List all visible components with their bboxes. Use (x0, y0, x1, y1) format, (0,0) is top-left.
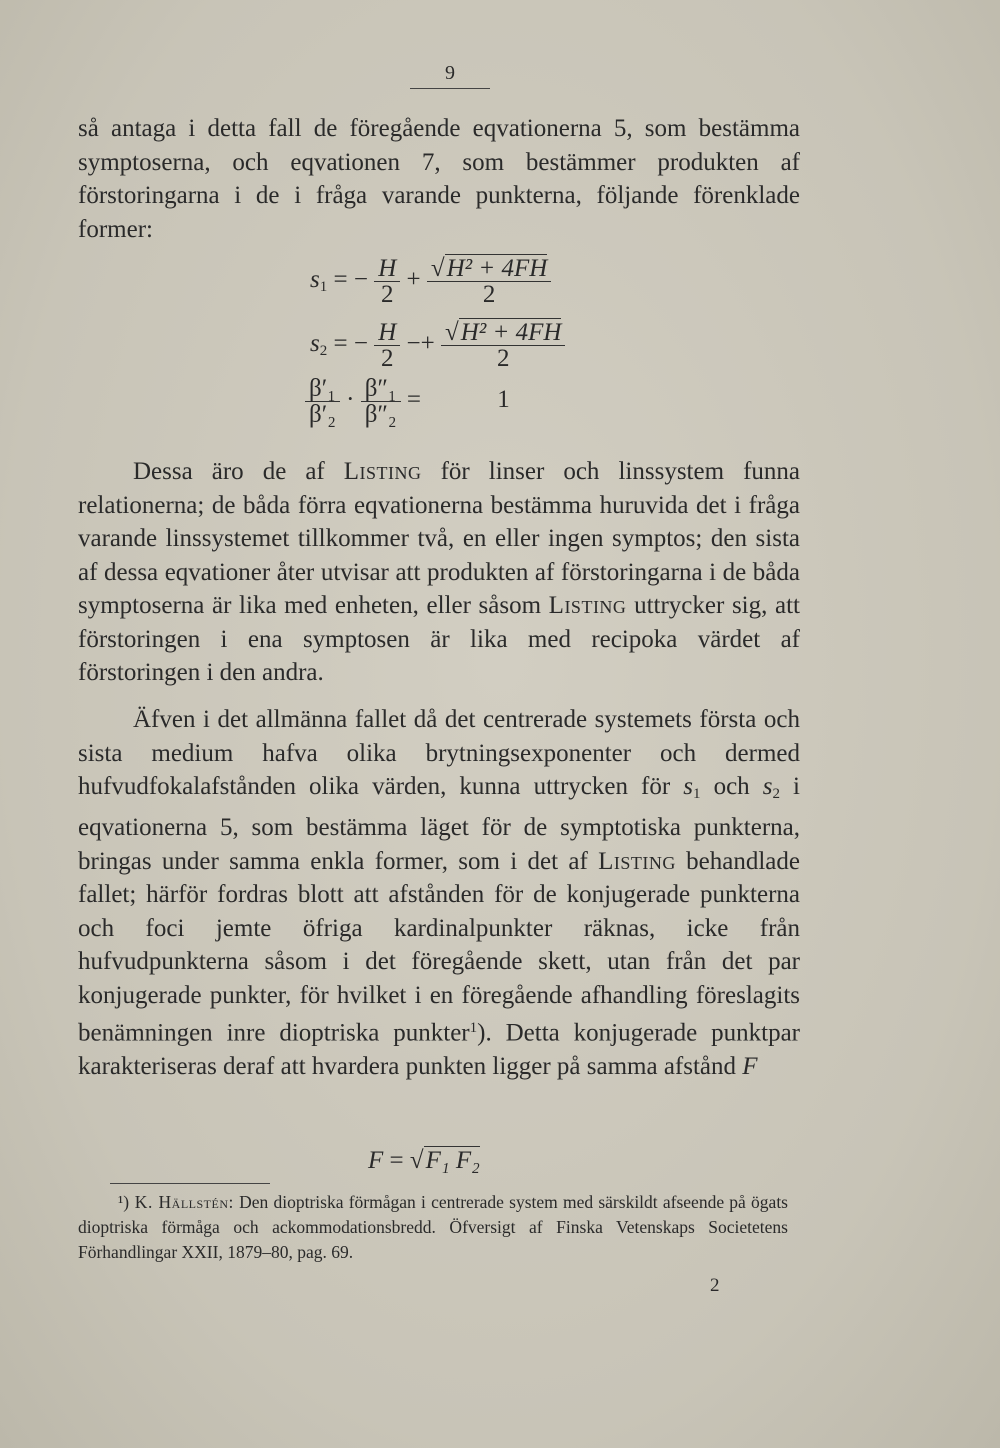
equation-F: F = √F₁ F₂ (368, 1147, 480, 1174)
equation-s1: $s_1$ = − $\frac{H}{2}$ + $\frac{\text{√H² + 4FH}}{2}$ (310, 256, 551, 307)
equation-beta-product: $\frac{\text{β′₁}}{\text{β′₂}}$ · $\frac{\text{β″₁}}{\text{β″₂}}$ = 1 (305, 376, 510, 427)
paragraph-listing: Dessa äro de af Listing för linser och linssystem funna relationerna; de båda förra eqvationerna bestämma huruvida det i fråga varande linssystemet tillkommer två, en eller ingen symptos; den sista af dessa eqvationer åter utvisar att produkten af förstoringarna i de båda symptoserna är lika med enheten, eller såsom Listing uttrycker sig, att förstoringen i ena symptosen är lika med recipoka värdet af förstoringen i den andra. (78, 458, 800, 686)
footnote: ¹) K. Hällstén: Den dioptriska förmågan i centrerade system med särskildt afseende på ögats dioptriska förmåga och ackommodationsbredd. Öfversigt af Finska Vetenskaps Societetens Förhandlingar XXII, 1879–80, pag. 69. (78, 1192, 788, 1262)
signature-mark: 2 (710, 1275, 720, 1296)
paragraph-intro: så antaga i detta fall de föregående eqvationerna 5, som bestämma symptoserna, och eqvationen 7, som bestämmer produkten af förstoringarna i de i fråga varande punkterna, följande förenklade former: (78, 115, 800, 243)
footnote-divider (110, 1183, 270, 1184)
footnote-reference: 1 (469, 1020, 478, 1037)
paragraph-general-case: Äfven i det allmänna fallet då det centrerade systemets första och sista medium hafva olika brytningsexponenter och dermed hufvudfokalafstånden olika värden, kunna uttrycken för $s_1$ och $s_2$ i eqvationerna 5, som bestämma läget för de symptotiska punkterna, bringas under samma enkla former, som i det af Listing behandlade fallet; härför fordras blott att afstånden för de konjugerade punkterna och foci jemte öfriga kardinalpunkter räknas, icke från hufvudpunkterna såsom i det föregående skett, utan från det par konjugerade punkter, för hvilket i en föregående afhandling föreslagits benämningen inre dioptriska punkter$^1$). Detta konjugerade punktpar karakteriseras deraf att hvardera punkten ligger på samma afstånd F (78, 706, 801, 1080)
page-number: 9 (410, 62, 490, 89)
equation-s2: $s_2$ = − $\frac{H}{2}$ −+ $\frac{\text{√H² + 4FH}}{2}$ (310, 320, 565, 371)
